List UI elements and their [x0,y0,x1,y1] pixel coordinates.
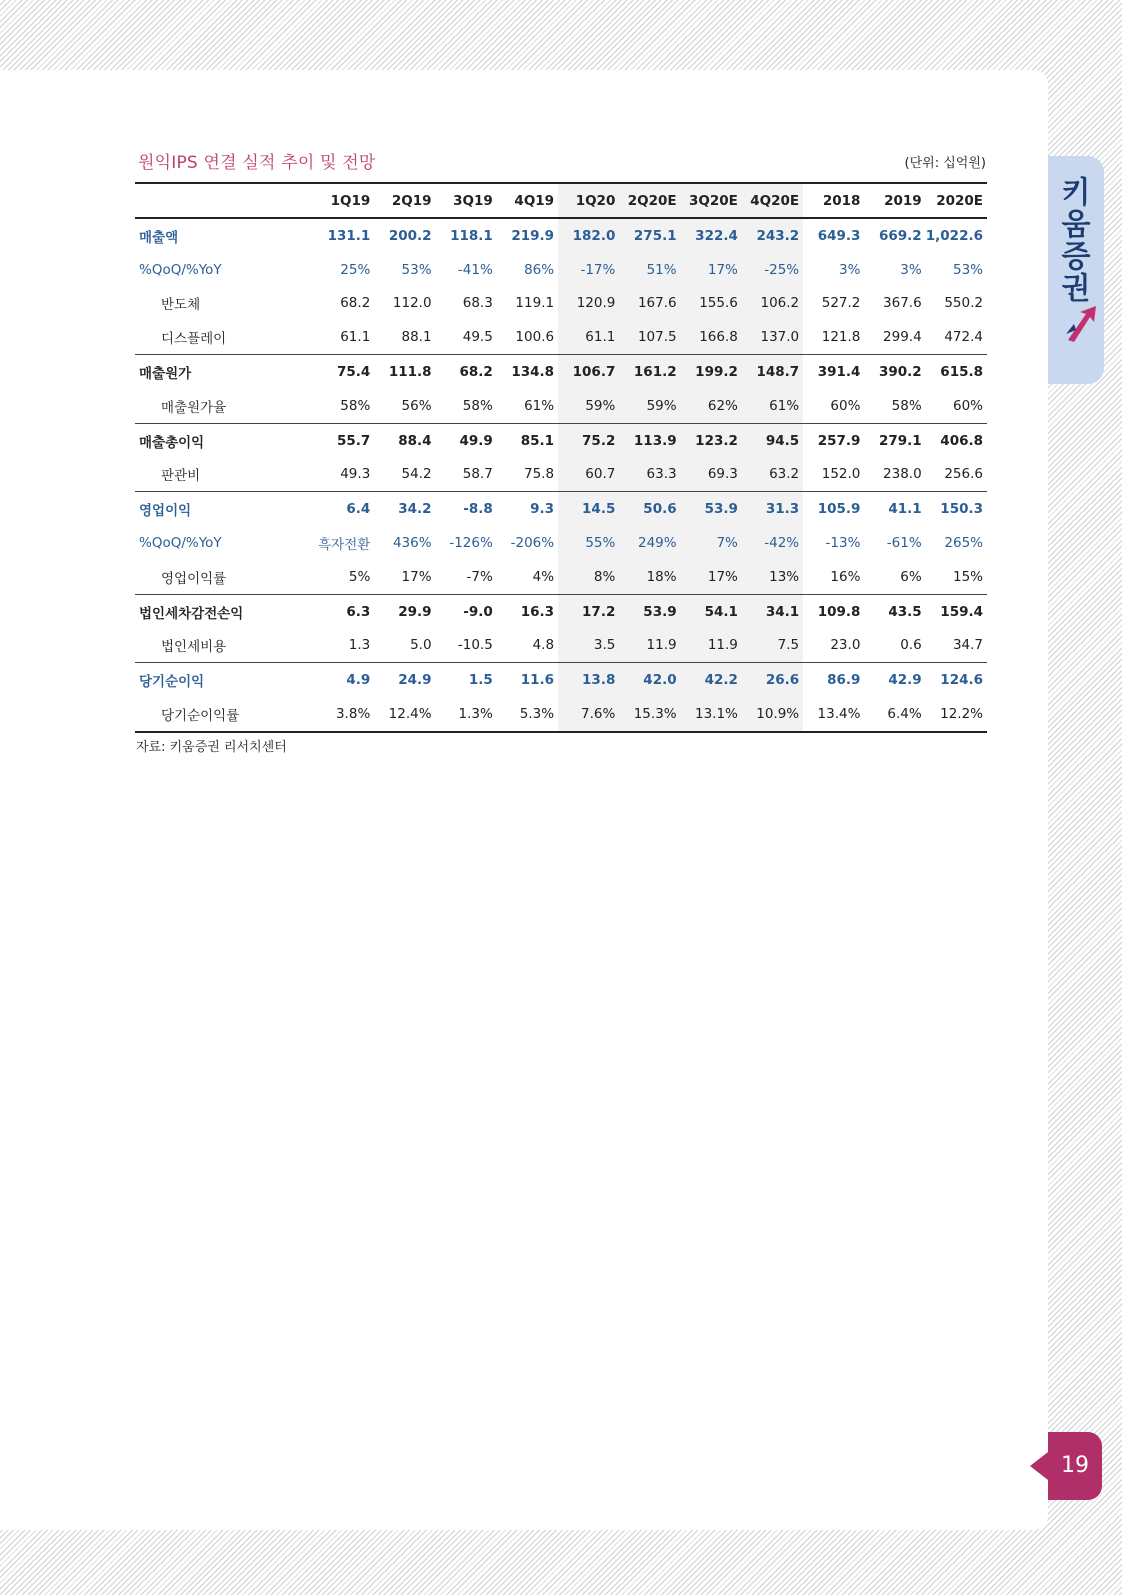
table-cell: 167.6 [619,287,680,321]
table-cell: 17% [681,560,742,594]
table-cell: 166.8 [681,320,742,354]
row-label: 매출원가율 [161,399,227,416]
table-cell: 42.0 [619,663,680,697]
table-cell: 100.6 [515,329,555,346]
table-cell: 3.8% [313,697,374,732]
table-cell: 3.5 [558,629,619,663]
table-cell: 1.3 [348,637,371,654]
table-cell: 17% [401,568,432,585]
table-cell: 94.5 [742,423,803,457]
table-cell: 34.1 [742,594,803,628]
table-cell: 1.3% [436,697,497,732]
table-cell: 13.4% [803,697,864,732]
table-cell: 50.6 [619,492,680,526]
header-cell: 2Q19 [374,183,435,218]
table-row [135,594,987,628]
table-cell: 182.0 [558,218,619,253]
table-cell: 16.3 [497,594,558,628]
table-row [135,663,987,697]
table-row [135,355,987,389]
table-cell: 88.4 [374,423,435,457]
table-cell: 55% [558,526,619,560]
table-cell: 59% [558,389,619,423]
row-label: 디스플레이 [161,331,227,348]
table-cell: 11.9 [619,629,680,663]
table-cell: 49.5 [462,329,493,346]
table-cell: 367.6 [883,295,922,312]
table-row [135,218,987,253]
header-cell: 2Q20E [619,183,680,218]
table-cell: 60.7 [558,458,619,492]
table-cell: 7.5 [742,629,803,663]
table-cell: 649.3 [817,227,861,244]
table-cell: 112.0 [392,295,432,312]
table-cell: 161.2 [619,355,680,389]
table-cell: -25% [742,253,803,287]
row-label: %QoQ/%YoY [139,535,222,552]
financial-table [135,182,987,733]
brand-arrow-icon [1064,304,1100,344]
table-cell: 249% [619,526,680,560]
table-cell: 256.6 [944,466,983,483]
table-cell: 41.1 [864,492,925,526]
table-cell: 119.1 [515,295,555,312]
table-cell: 4% [532,568,555,585]
table-cell: 107.5 [619,320,680,354]
table-cell: 11.6 [497,663,558,697]
header-cell: 2019 [864,183,925,218]
table-cell: 12.4% [374,697,435,732]
header-cell: 2018 [803,183,864,218]
table-cell: 23.0 [830,637,861,654]
table-cell: 16% [830,568,861,585]
table-cell: 0.6 [900,637,922,654]
table-cell: -126% [449,535,493,552]
table-cell: 4.9 [313,663,374,697]
table-cell: 8% [558,560,619,594]
table-cell: 265% [944,535,983,552]
table-cell: 3% [838,261,861,278]
table-cell: 6.3 [313,594,374,628]
table-cell: 109.8 [803,594,864,628]
table-cell: 11.9 [681,629,742,663]
table-row [135,526,987,560]
table-cell: 550.2 [944,295,983,312]
table-cell: 150.3 [926,492,987,526]
table-cell: 61% [742,389,803,423]
table-cell: 42.9 [864,663,925,697]
table-cell: -17% [558,253,619,287]
table-cell: 63.2 [742,458,803,492]
table-cell: -13% [825,535,861,552]
table-cell: 15.3% [619,697,680,732]
unit-note: (단위: 십억원) [904,156,986,171]
table-cell: 58% [462,397,493,414]
table-row [135,423,987,457]
table-cell: 53.9 [681,492,742,526]
table-cell: 43.5 [864,594,925,628]
table-cell: 9.3 [497,492,558,526]
table-cell: 흑자전환 [318,537,371,554]
table-cell: 15% [952,568,983,585]
table-cell: 13.8 [558,663,619,697]
table-cell: 13% [742,560,803,594]
table-cell: 3% [900,261,922,278]
table-cell: 86% [524,261,555,278]
header-cell: 4Q19 [497,183,558,218]
table-cell: 131.1 [327,227,371,244]
header-cell: 3Q19 [436,183,497,218]
table-row [135,560,987,594]
table-cell: 199.2 [681,355,742,389]
table-cell: 86.9 [803,663,864,697]
table-cell: 137.0 [742,320,803,354]
row-label: 당기순이익 [135,663,313,697]
table-cell: 53% [952,261,983,278]
table-cell: 60% [830,397,861,414]
row-label: 영업이익 [135,492,313,526]
table-cell: 7% [681,526,742,560]
table-cell: -9.0 [436,594,497,628]
table-cell: 75.4 [313,355,374,389]
table-cell: 17.2 [558,594,619,628]
row-label: 매출원가 [135,355,313,389]
table-cell: 7.6% [558,697,619,732]
table-cell: 58.7 [462,466,493,483]
table-body [135,218,987,732]
table-cell: 152.0 [821,466,861,483]
table-cell: 62% [681,389,742,423]
table-cell: 34.7 [952,637,983,654]
table-cell: 322.4 [681,218,742,253]
row-label: 판관비 [161,468,201,485]
table-cell: 6% [900,568,922,585]
table-cell: 4.8 [532,637,555,654]
table-cell: 51% [619,253,680,287]
table-cell: 106.2 [742,287,803,321]
table-cell: 68.2 [436,355,497,389]
table-row [135,458,987,492]
table-cell: 61.1 [340,329,371,346]
table-cell: 111.8 [374,355,435,389]
table-cell: 68.3 [462,295,493,312]
row-label: 법인세비용 [161,639,227,656]
table-cell: 60% [952,397,983,414]
table-cell: 18% [619,560,680,594]
table-cell: 113.9 [619,423,680,457]
table-cell: 257.9 [803,423,864,457]
table-cell: 275.1 [619,218,680,253]
page-number: 19 [1048,1432,1102,1500]
table-cell: 75.2 [558,423,619,457]
table-cell: 200.2 [388,227,432,244]
header-cell: 3Q20E [681,183,742,218]
table-row [135,287,987,321]
table-cell: 17% [681,253,742,287]
table-cell: 53% [401,261,432,278]
table-cell: 472.4 [944,329,983,346]
table-cell: -61% [886,535,922,552]
table-cell: 6.4% [864,697,925,732]
table-cell: 69.3 [681,458,742,492]
table-cell: 615.8 [926,355,987,389]
table-cell: -206% [510,535,555,552]
table-cell: 61% [524,397,555,414]
table-cell: 243.2 [742,218,803,253]
table-cell: 105.9 [803,492,864,526]
table-cell: 75.8 [524,466,555,483]
table-cell: 26.6 [742,663,803,697]
header-cell: 2020E [926,183,987,218]
page-badge-pointer [1030,1452,1048,1480]
table-cell: 61.1 [558,320,619,354]
table-row [135,697,987,732]
brand-tab [1048,156,1104,384]
row-label: 당기순이익률 [135,697,313,732]
table-cell: 59% [619,389,680,423]
table-cell: 53.9 [619,594,680,628]
row-label: 법인세차감전손익 [135,594,313,628]
table-cell: 34.2 [374,492,435,526]
row-label: 반도체 [161,297,201,314]
table-row [135,629,987,663]
table-cell: 31.3 [742,492,803,526]
table-row [135,320,987,354]
table-cell: 12.2% [926,697,987,732]
table-cell: 219.9 [511,227,555,244]
table-cell: 106.7 [558,355,619,389]
table-cell: 85.1 [497,423,558,457]
table-cell: 29.9 [374,594,435,628]
table-cell: 5.0 [410,637,432,654]
table-header-row [135,183,987,218]
table-cell: 121.8 [821,329,861,346]
row-label: 매출총이익 [135,423,313,457]
table-cell: 49.3 [340,466,371,483]
table-cell: 436% [392,535,432,552]
table-cell: 24.9 [374,663,435,697]
table-cell: 42.2 [681,663,742,697]
table-cell: 49.9 [436,423,497,457]
table-cell: 10.9% [742,697,803,732]
table-cell: -7% [466,568,493,585]
header-cell: 1Q19 [313,183,374,218]
table-cell: 124.6 [926,663,987,697]
row-label: 영업이익률 [161,570,227,587]
table-cell: -10.5 [457,637,493,654]
table-title: 원익IPS 연결 실적 추이 및 전망 [138,153,376,173]
table-cell: -41% [457,261,493,278]
table-cell: 669.2 [878,227,922,244]
table-cell: 68.2 [340,295,371,312]
table-cell: 63.3 [619,458,680,492]
table-row [135,492,987,526]
table-cell: 148.7 [742,355,803,389]
table-cell: -42% [742,526,803,560]
table-cell: 88.1 [401,329,432,346]
table-cell: 25% [340,261,371,278]
table-cell: 155.6 [681,287,742,321]
row-label: %QoQ/%YoY [139,261,222,278]
table-cell: 123.2 [681,423,742,457]
table-cell: 54.1 [681,594,742,628]
table-row [135,253,987,287]
table-cell: 14.5 [558,492,619,526]
table-cell: 6.4 [313,492,374,526]
table-cell: 54.2 [401,466,432,483]
table-cell: 279.1 [864,423,925,457]
source-note: 자료: 키움증권 리서치센터 [136,740,287,755]
table-cell: 5% [348,568,371,585]
table-cell: 56% [401,397,432,414]
table-cell: 13.1% [681,697,742,732]
table-cell: 1,022.6 [925,227,983,244]
table-cell: 1.5 [436,663,497,697]
table-cell: 406.8 [926,423,987,457]
brand-logo-text: 키움증권 [1055,176,1090,304]
table-cell: 391.4 [803,355,864,389]
table-cell: 159.4 [926,594,987,628]
header-cell: 1Q20 [558,183,619,218]
table-cell: 5.3% [497,697,558,732]
table-cell: 238.0 [883,466,922,483]
row-label: 매출액 [139,229,179,246]
header-cell: 4Q20E [742,183,803,218]
table-cell: 55.7 [313,423,374,457]
table-cell: 58% [340,397,371,414]
header-cell [135,183,313,218]
table-cell: -8.8 [436,492,497,526]
table-cell: 527.2 [821,295,861,312]
table-cell: 118.1 [450,227,493,244]
table-cell: 120.9 [558,287,619,321]
table-cell: 390.2 [864,355,925,389]
table-cell: 299.4 [883,329,922,346]
table-row [135,389,987,423]
table-cell: 58% [891,397,922,414]
table-cell: 134.8 [497,355,558,389]
